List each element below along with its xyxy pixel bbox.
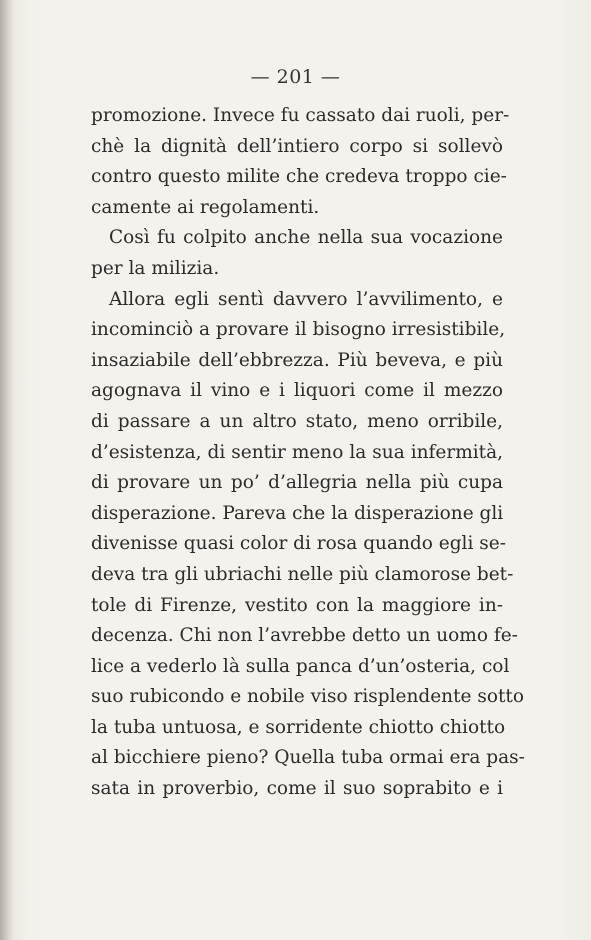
text-line: d’esistenza, di sentir meno la sua infermità, xyxy=(91,441,503,463)
text-line: camente ai regolamenti. xyxy=(91,196,320,218)
text-line: la tuba untuosa, e sorridente chiotto chiotto xyxy=(91,716,506,738)
text-line: incominciò a provare il bisogno irresistibile, xyxy=(91,319,506,341)
text-line: promozione. Invece fu cassato dai ruoli, per- xyxy=(91,105,510,126)
binding-shadow xyxy=(0,0,14,940)
text-line: Così fu colpito anche nella sua vocazione xyxy=(109,227,503,249)
text-line: Allora egli sentì davvero l’avvilimento, e xyxy=(109,288,503,310)
text-line: divenisse quasi color di rosa quando egli se- xyxy=(91,533,506,555)
text-line: deva tra gli ubriachi nelle più clamorose bet- xyxy=(91,563,514,585)
text-line: di provare un po’ d’allegria nella più cupa xyxy=(91,472,503,494)
text-line: lice a vederlo là sulla panca d’un’osteria, col xyxy=(91,655,510,677)
text-line: disperazione. Pareva che la disperazione gli xyxy=(91,502,504,524)
text-line: per la milizia. xyxy=(91,257,220,279)
text-line: suo rubicondo e nobile viso risplendente sotto xyxy=(91,686,524,708)
text-line: decenza. Chi non l’avrebbe detto un uomo fe- xyxy=(91,625,518,647)
page-number: — 201 — xyxy=(250,66,341,88)
text-line: di passare a un altro stato, meno orribile, xyxy=(91,410,503,432)
text-line: chè la dignità dell’intiero corpo si sollevò xyxy=(91,135,503,157)
text-line: tole di Firenze, vestito con la maggiore in- xyxy=(91,594,503,616)
body-text xyxy=(91,101,525,805)
text-line: al bicchiere pieno? Quella tuba ormai era pas- xyxy=(91,747,525,769)
text-line: sata in proverbio, come il suo soprabito e i xyxy=(91,778,503,800)
text-line: agognava il vino e i liquori come il mezzo xyxy=(91,380,503,402)
text-line: insaziabile dell’ebbrezza. Più beveva, e più xyxy=(91,349,503,371)
text-line: contro questo milite che credeva troppo cie- xyxy=(91,166,507,188)
